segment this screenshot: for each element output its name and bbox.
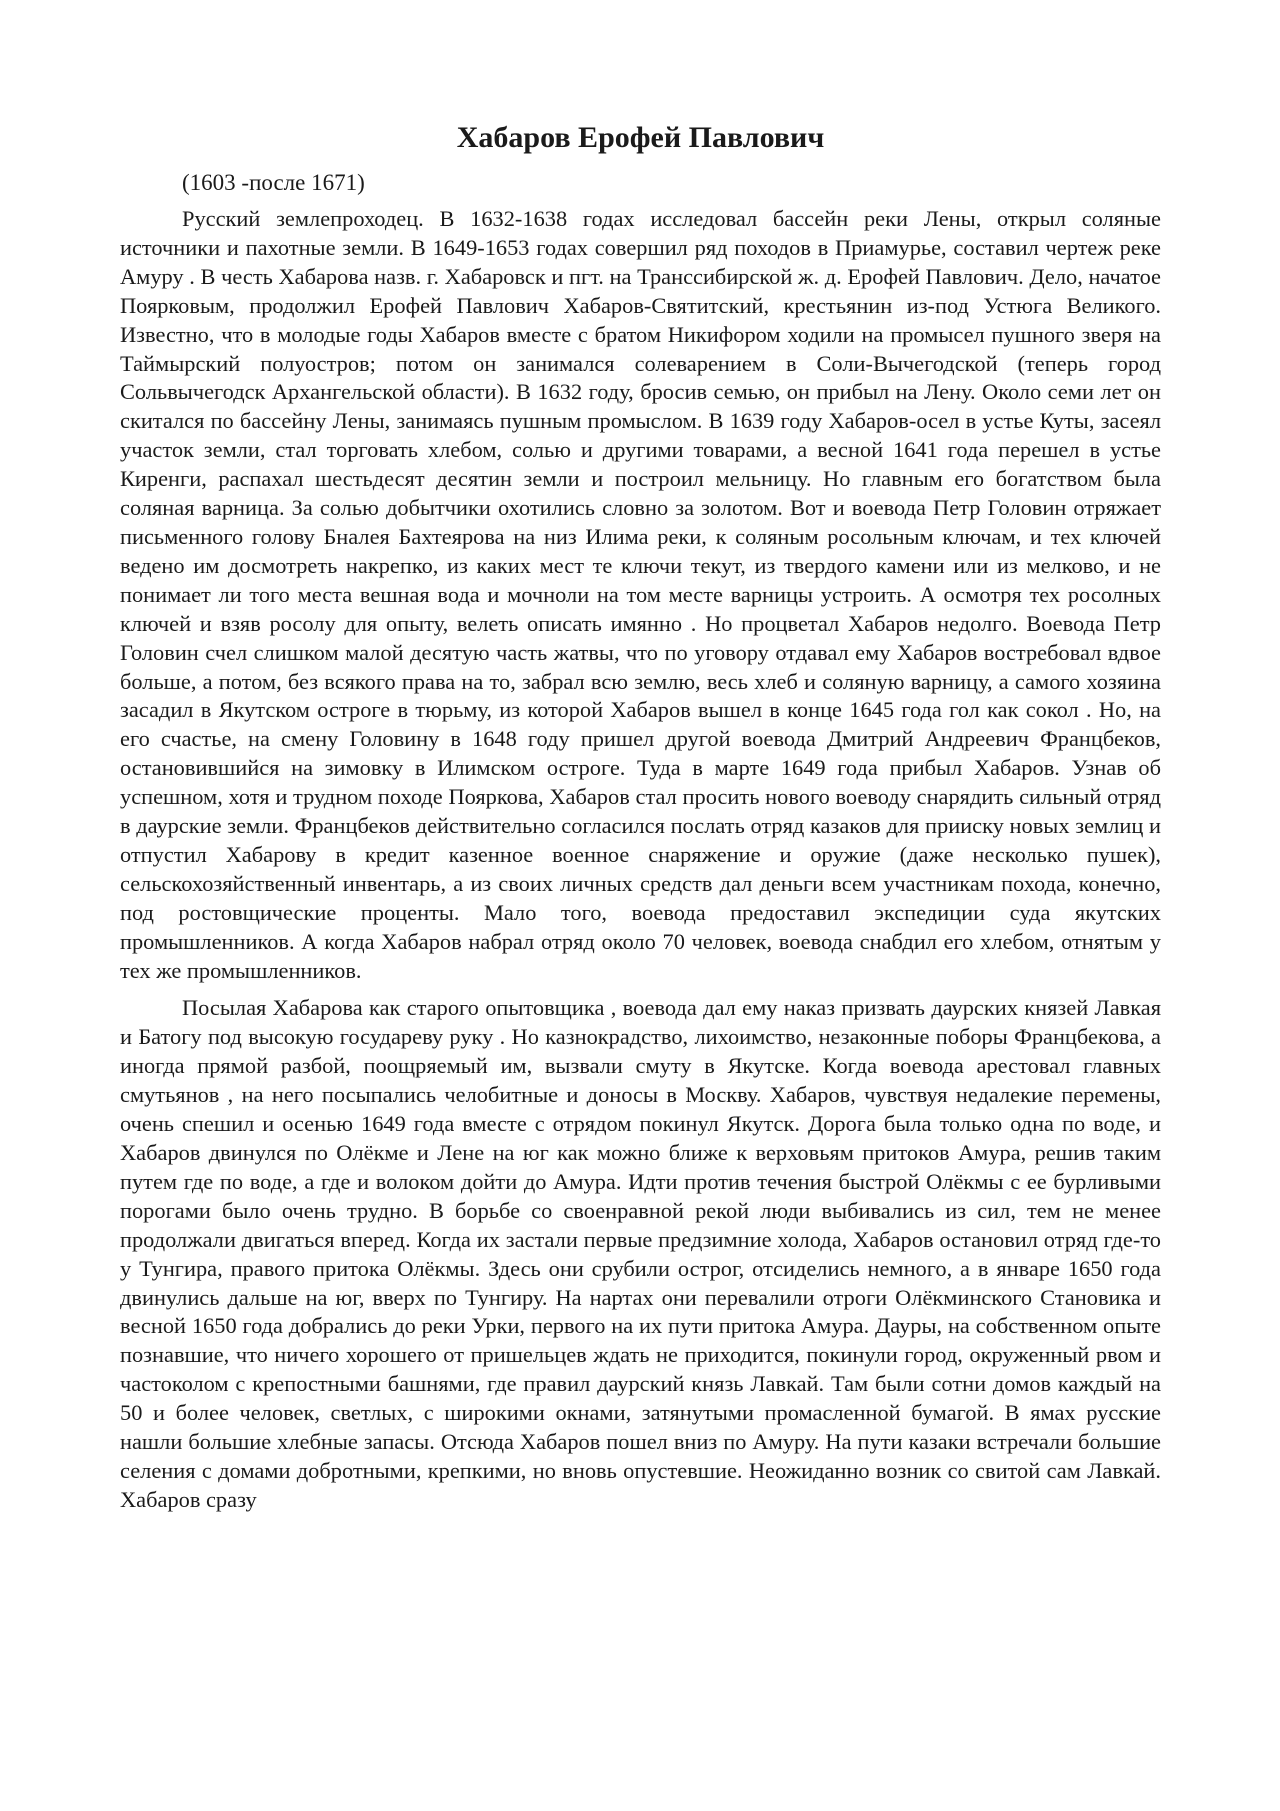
document-body <box>120 118 1161 1524</box>
life-dates: (1603 -после 1671) <box>182 170 365 195</box>
document-title: Хабаров Ерофей Павлович <box>456 121 825 154</box>
paragraph-2: Посылая Хабарова как старого опытовщика , воевода дал ему наказ призвать даурских князей Лавкая и Батогу под высокую государеву руку . Но казнокрадство, лихоимство, незаконные поборы Францбекова, а иногда прямой разбой, поощряемый им, вызвали смуту в Якутске. Когда воевода арестовал главных смутьянов , на него посыпались челобитные и доносы в Москву. Хабаров, чувствуя недалекие перемены, очень спешил и осенью 1649 года вместе с отрядом покинул Якутск. Дорога была только одна по воде, и Хабаров двинулся по Олёкме и Лене на юг как можно ближе к верховьям притоков Амура, решив таким путем где по воде, а где и волоком дойти до Амура. Идти против течения быстрой Олёкмы с ее бурливыми порогами было очень трудно. В борьбе со своенравной рекой люди выбивались из сил, тем не менее продолжали двигаться вперед. Когда их застали первые предзимние холода, Хабаров остановил отряд где-то у Тунгира, правого притока Олёкмы. Здесь они срубили острог, отсиделись немного, а в январе 1650 года двинулись дальше на юг, вверх по Тунгиру. На нартах они перевалили отроги Олёкминского Становика и весной 1650 года добрались до реки Урки, первого на их пути притока Амура. Дауры, на собственном опыте познавшие, что ничего хорошего от пришельцев ждать не приходится, покинули город, окруженный рвом и частоколом с крепостными башнями, где правил даурский князь Лавкай. Там были сотни домов каждый на 50 и более человек, светлых, с широкими окнами, затянутыми промасленной бумагой. В ямах русские нашли большие хлебные запасы. Отсюда Хабаров пошел вниз по Амуру. На пути казаки встречали большие селения с домами добротными, крепкими, но вновь опустевшие. Неожиданно возник со свитой сам Лавкай. Хабаров сразу <box>120 995 1161 1512</box>
paragraph-1: Русский землепроходец. В 1632-1638 годах исследовал бассейн реки Лены, открыл соляные источники и пахотные земли. В 1649-1653 годах совершил ряд походов в Приамурье, составил чертеж реке Амуру . В честь Хабарова назв. г. Хабаровск и пгт. на Транссибирской ж. д. Ерофей Павлович. Дело, начатое Поярковым, продолжил Ерофей Павлович Хабаров-Святитский, крестьянин из-под Устюга Великого. Известно, что в молодые годы Хабаров вместе с братом Никифором ходили на промысел пушного зверя на Таймырский полуостров; потом он занимался солеварением в Соли-Вычегодской (теперь город Сольвычегодск Архангельской области). В 1632 году, бросив семью, он прибыл на Лену. Около семи лет он скитался по бассейну Лены, занимаясь пушным промыслом. В 1639 году Хабаров-осел в устье Куты, засеял участок земли, стал торговать хлебом, солью и другими товарами, а весной 1641 года перешел в устье Киренги, распахал шестьдесят десятин земли и построил мельницу. Но главным его богатством была соляная варница. За солью добытчики охотились словно за золотом. Вот и воевода Петр Головин отряжает письменного голову Бналея Бахтеярова на низ Илима реки, к соляным росольным ключам, и тех ключей ведено им досмотреть накрепко, из каких мест те ключи текут, из твердого камени или из мелково, и не понимает ли того места вешная вода и мочноли на том месте варницы устроить. А осмотря тех росолных ключей и взяв росолу для опыту, велеть описать имянно . Но процветал Хабаров недолго. Воевода Петр Головин счел слишком малой десятую часть жатвы, что по уговору отдавал ему Хабаров востребовал вдвое больше, а потом, без всякого права на то, забрал всю землю, весь хлеб и соляную варницу, а самого хозяина засадил в Якутском остроге в тюрьму, из которой Хабаров вышел в конце 1645 года гол как сокол . Но, на его счастье, на смену Головину в 1648 году пришел другой воевода Дмитрий Андреевич Францбеков, остановившийся на зимовку в Илимском остроге. Туда в марте 1649 года прибыл Хабаров. Узнав об успешном, хотя и трудном походе Пояркова, Хабаров стал просить нового воеводу снарядить сильный отряд в даурские земли. Францбеков действительно согласился послать отряд казаков для прииску новых землиц и отпустил Хабарову в кредит казенное военное снаряжение и оружие (даже несколько пушек), сельскохозяйственный инвентарь, а из своих личных средств дал деньги всем участникам похода, конечно, под ростовщические проценты. Мало того, воевода предоставил экспедиции суда якутских промышленников. А когда Хабаров набрал отряд около 70 человек, воевода снабдил его хлебом, отнятым у тех же промышленников. <box>120 206 1161 983</box>
